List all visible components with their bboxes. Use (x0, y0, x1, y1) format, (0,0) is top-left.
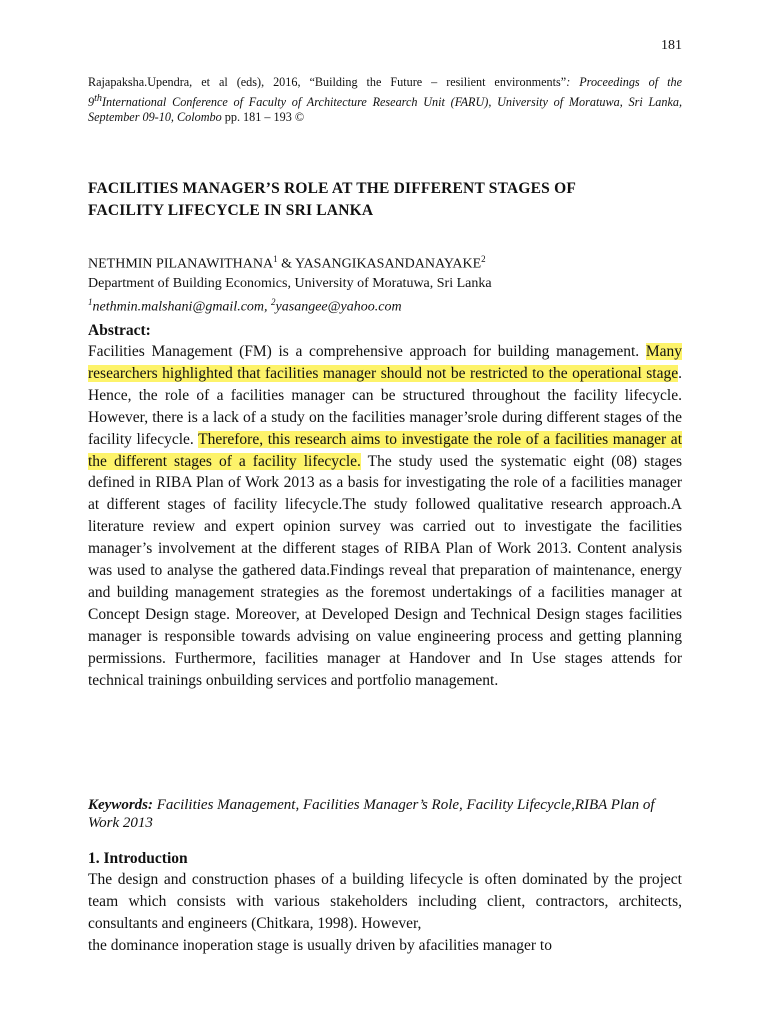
paper-title (88, 178, 688, 222)
abstract-body: Facilities Management (FM) is a comprehensive approach for building management. Many researchers highlighted that facilities manager should not be restricted to the operational stage. Hence, the role of a facilities manager can be structured throughout the facility lifecycle. However, there is a lack of a study on the facilities manager’srole during different stages of the facility lifecycle. Therefore, this research aims to investigate the role of a facilities manager at the different stages of a facility lifecycle. The study used the systematic eight (08) stages defined in RIBA Plan of Work 2013 as a basis for investigating the role of a facilities manager at different stages of facility lifecycle.The study followed qualitative research approach.A literature review and expert opinion survey was carried out to investigate the facilities manager’s involvement at the different stages of RIBA Plan of Work 2013. Content analysis was used to analyse the gathered data.Findings reveal that preparation of maintenance, energy and building management strategies as the foremost undertakings of a facilities manager at Concept Design stage. Moreover, at Developed Design and Technical Design stages facilities manager is responsible towards advising on value engineering process and getting planning permissions. Furthermore, facilities manager at Handover and In Use stages attends for technical trainings onbuilding services and portfolio management. (88, 343, 682, 689)
abstract-heading: Abstract: (88, 322, 151, 339)
intro-last-line: the dominance inoperation stage is usually driven by afacilities manager to (88, 936, 552, 954)
keywords-label: Keywords: (88, 797, 153, 813)
title-line-1: FACILITIES MANAGER’S ROLE AT THE DIFFERENT STAGES OF (88, 180, 576, 197)
authors-block (88, 250, 688, 316)
keywords-text: Facilities Management, Facilities Manager’s Role, Facility Lifecycle,RIBA Plan of Work 2013 (88, 797, 655, 831)
author-emails: $^1$nethmin.malshani@gmail.com, $^2$yasangee@yahoo.com (88, 296, 402, 315)
citation (88, 75, 682, 126)
author-names: NETHMIN PILANAWITHANA$^1$ & YASANGIKASANDANAYAKE$^2$ (88, 254, 486, 272)
page-number: 181 (661, 38, 682, 53)
title-line-2: FACILITY LIFECYCLE IN SRI LANKA (88, 202, 374, 219)
highlight-2: Therefore, this research aims to investigate the role of a facilities manager at the different stages of a facility lifecycle. (88, 430, 682, 470)
citation-proceedings: : Proceedings of the 9thInternational Conference of Faculty of Architecture Research Unit (FARU), University of Moratuwa, Sri Lanka, September 09-10, Colombo (88, 75, 682, 125)
intro-paragraph: The design and construction phases of a building lifecycle is often dominated by the project team which consists with various stakeholders including client, contractors, architects, consultants and engineers (Chitkara, 1998). However, (88, 871, 682, 932)
citation-authors: Rajapaksha.Upendra, et al (eds), 2016, “Building the Future – resilient environments” (88, 75, 567, 89)
keywords (88, 796, 688, 832)
introduction-heading: 1. Introduction (88, 850, 188, 867)
affiliation: Department of Building Economics, University of Moratuwa, Sri Lanka (88, 275, 492, 291)
introduction-body (88, 869, 682, 957)
citation-pages: pp. 181 – 193 © (221, 110, 305, 125)
highlight-1: Many researchers highlighted that facilities manager should not be restricted to the operational stage (88, 343, 682, 382)
